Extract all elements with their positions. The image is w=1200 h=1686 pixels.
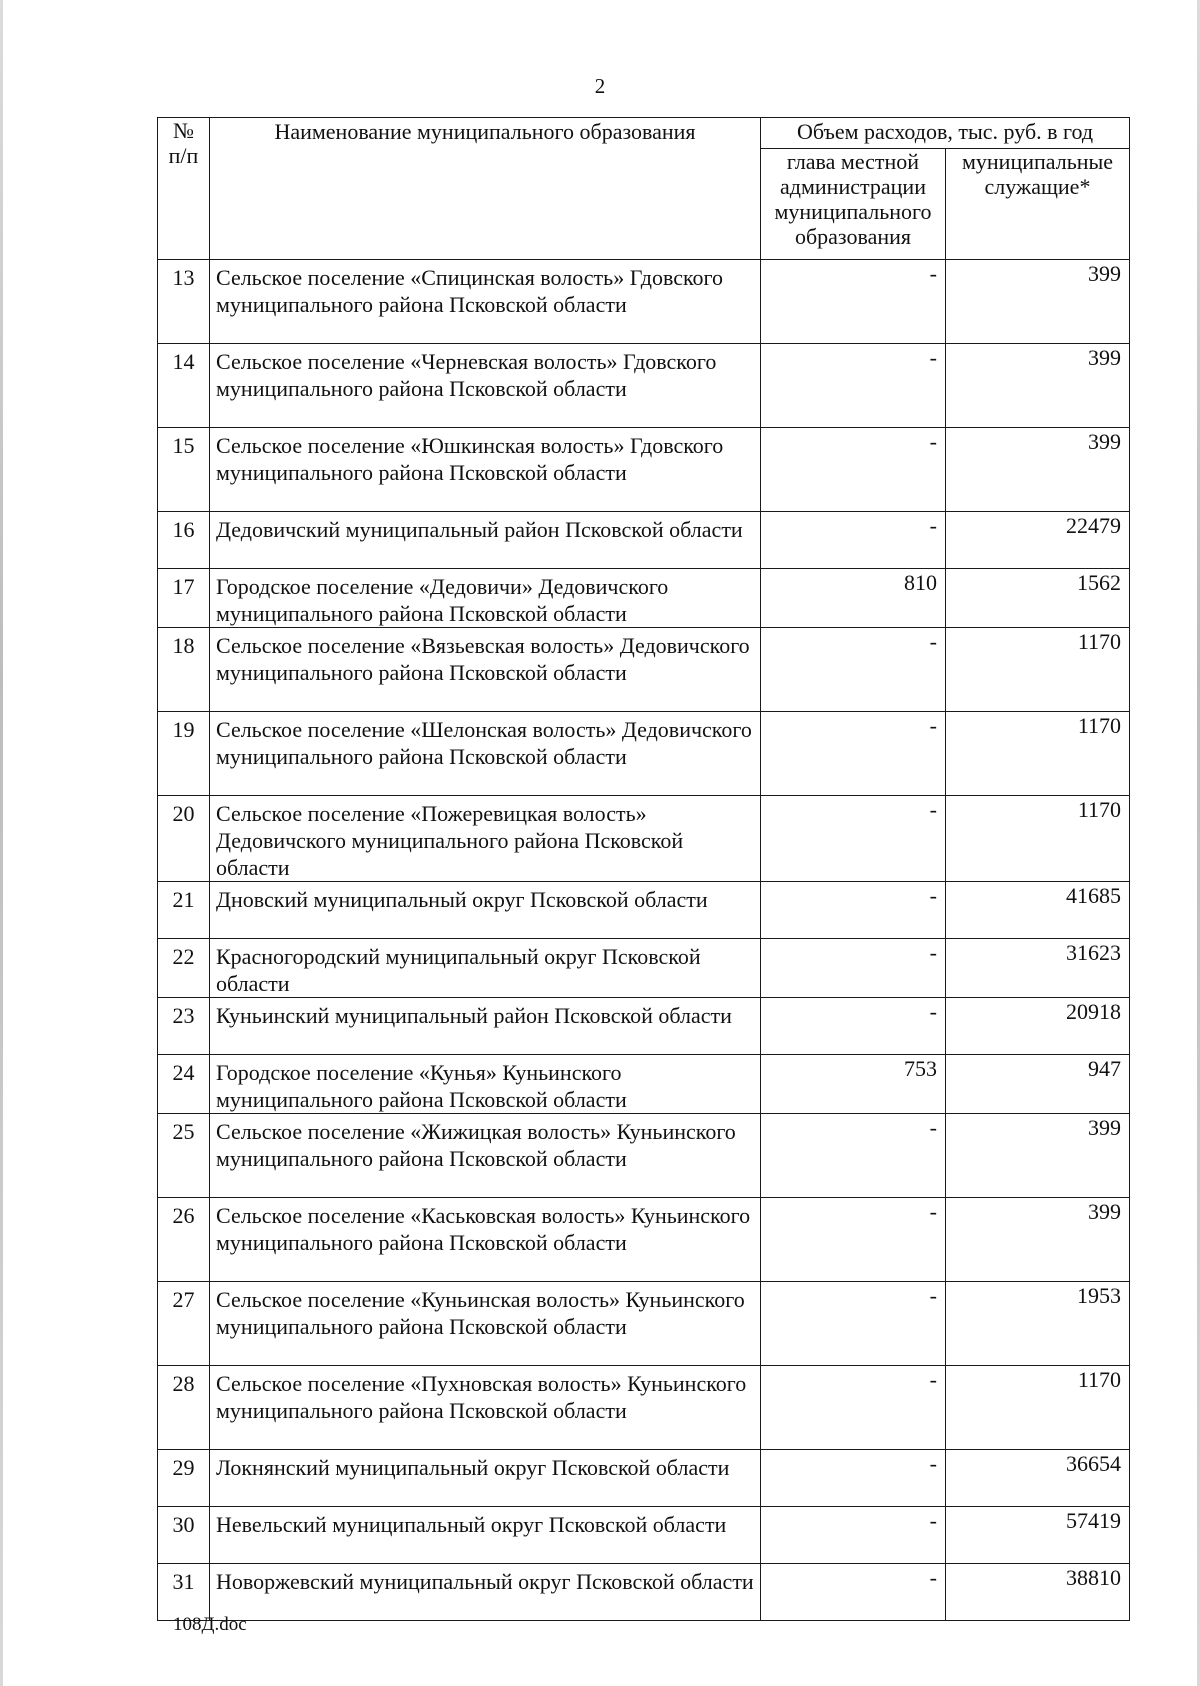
row-name: Сельское поселение «Вязьевская волость» Дедовичского муниципального района Псковской области [210, 628, 761, 712]
row-number: 30 [158, 1507, 210, 1564]
row-number: 14 [158, 344, 210, 428]
row-name: Локнянский муниципальный округ Псковской области [210, 1450, 761, 1507]
row-servants-expense: 1562 [946, 569, 1130, 628]
table-row [158, 712, 1130, 796]
table-body [158, 260, 1130, 1621]
row-servants-expense: 1170 [946, 712, 1130, 796]
table-row [158, 628, 1130, 712]
row-number: 16 [158, 512, 210, 569]
row-servants-expense: 399 [946, 344, 1130, 428]
row-servants-expense: 22479 [946, 512, 1130, 569]
table-row [158, 882, 1130, 939]
row-head-expense: - [761, 344, 946, 428]
row-head-expense: - [761, 628, 946, 712]
row-number: 17 [158, 569, 210, 628]
table-row [158, 260, 1130, 344]
row-servants-expense: 399 [946, 260, 1130, 344]
row-servants-expense: 399 [946, 1198, 1130, 1282]
row-head-expense: - [761, 512, 946, 569]
row-servants-expense: 399 [946, 428, 1130, 512]
footer-filename: 108Д.doc [173, 1614, 247, 1635]
row-number: 27 [158, 1282, 210, 1366]
row-head-expense: - [761, 1564, 946, 1621]
row-head-expense: - [761, 1450, 946, 1507]
row-servants-expense: 1170 [946, 1366, 1130, 1450]
row-name: Дновский муниципальный округ Псковской области [210, 882, 761, 939]
table-row [158, 512, 1130, 569]
row-head-expense: - [761, 1366, 946, 1450]
table-row [158, 1507, 1130, 1564]
row-name: Сельское поселение «Куньинская волость» Куньинского муниципального района Псковской области [210, 1282, 761, 1366]
row-head-expense: 753 [761, 1055, 946, 1114]
row-head-expense: 810 [761, 569, 946, 628]
row-name: Сельское поселение «Шелонская волость» Дедовичского муниципального района Псковской области [210, 712, 761, 796]
row-servants-expense: 36654 [946, 1450, 1130, 1507]
row-servants-expense: 57419 [946, 1507, 1130, 1564]
row-head-expense: - [761, 882, 946, 939]
row-number: 23 [158, 998, 210, 1055]
row-number: 28 [158, 1366, 210, 1450]
row-servants-expense: 1170 [946, 796, 1130, 882]
row-head-expense: - [761, 939, 946, 998]
row-number: 31 [158, 1564, 210, 1621]
row-name: Сельское поселение «Черневская волость» Гдовского муниципального района Псковской области [210, 344, 761, 428]
table-row [158, 569, 1130, 628]
row-name: Городское поселение «Дедовичи» Дедовичского муниципального района Псковской области [210, 569, 761, 628]
row-servants-expense: 41685 [946, 882, 1130, 939]
row-number: 24 [158, 1055, 210, 1114]
table-row [158, 1198, 1130, 1282]
row-head-expense: - [761, 796, 946, 882]
table-header [158, 118, 1130, 260]
row-number: 29 [158, 1450, 210, 1507]
row-head-expense: - [761, 998, 946, 1055]
table-row [158, 1564, 1130, 1621]
header-municipal-servants: муниципальные служащие* [946, 149, 1130, 260]
row-head-expense: - [761, 1114, 946, 1198]
row-head-expense: - [761, 1198, 946, 1282]
row-head-expense: - [761, 428, 946, 512]
row-number: 21 [158, 882, 210, 939]
row-head-expense: - [761, 260, 946, 344]
row-name: Сельское поселение «Каськовская волость» Куньинского муниципального района Псковской области [210, 1198, 761, 1282]
table-row [158, 1450, 1130, 1507]
row-name: Сельское поселение «Спицинская волость» Гдовского муниципального района Псковской области [210, 260, 761, 344]
row-servants-expense: 399 [946, 1114, 1130, 1198]
row-name: Красногородский муниципальный округ Псковской области [210, 939, 761, 998]
table-row [158, 1114, 1130, 1198]
row-servants-expense: 1953 [946, 1282, 1130, 1366]
header-number: № п/п [158, 118, 210, 260]
row-number: 20 [158, 796, 210, 882]
table-row [158, 998, 1130, 1055]
row-number: 22 [158, 939, 210, 998]
row-name: Сельское поселение «Пожеревицкая волость» Дедовичского муниципального района Псковской области [210, 796, 761, 882]
header-head-of-administration: глава местной администрации муниципального образования [761, 149, 946, 260]
header-expenses: Объем расходов, тыс. руб. в год [761, 118, 1130, 149]
table-row [158, 796, 1130, 882]
row-name: Дедовичский муниципальный район Псковской области [210, 512, 761, 569]
row-number: 26 [158, 1198, 210, 1282]
row-number: 15 [158, 428, 210, 512]
row-head-expense: - [761, 1507, 946, 1564]
row-number: 19 [158, 712, 210, 796]
row-servants-expense: 1170 [946, 628, 1130, 712]
table-row [158, 1282, 1130, 1366]
row-name: Сельское поселение «Юшкинская волость» Гдовского муниципального района Псковской области [210, 428, 761, 512]
row-servants-expense: 20918 [946, 998, 1130, 1055]
row-number: 25 [158, 1114, 210, 1198]
table-row [158, 344, 1130, 428]
expenses-table [157, 117, 1130, 1621]
row-name: Городское поселение «Кунья» Куньинского муниципального района Псковской области [210, 1055, 761, 1114]
row-servants-expense: 38810 [946, 1564, 1130, 1621]
row-number: 13 [158, 260, 210, 344]
table-row [158, 939, 1130, 998]
row-servants-expense: 947 [946, 1055, 1130, 1114]
header-name: Наименование муниципального образования [210, 118, 761, 260]
row-head-expense: - [761, 1282, 946, 1366]
table-row [158, 1055, 1130, 1114]
row-name: Сельское поселение «Жижицкая волость» Куньинского муниципального района Псковской области [210, 1114, 761, 1198]
row-name: Невельский муниципальный округ Псковской области [210, 1507, 761, 1564]
row-name: Куньинский муниципальный район Псковской области [210, 998, 761, 1055]
row-number: 18 [158, 628, 210, 712]
scan-edge-left [0, 0, 3, 1686]
page-number: 2 [594, 74, 606, 98]
row-servants-expense: 31623 [946, 939, 1130, 998]
table-row [158, 1366, 1130, 1450]
table-row [158, 428, 1130, 512]
row-name: Новоржевский муниципальный округ Псковской области [210, 1564, 761, 1621]
row-name: Сельское поселение «Пухновская волость» Куньинского муниципального района Псковской области [210, 1366, 761, 1450]
row-head-expense: - [761, 712, 946, 796]
